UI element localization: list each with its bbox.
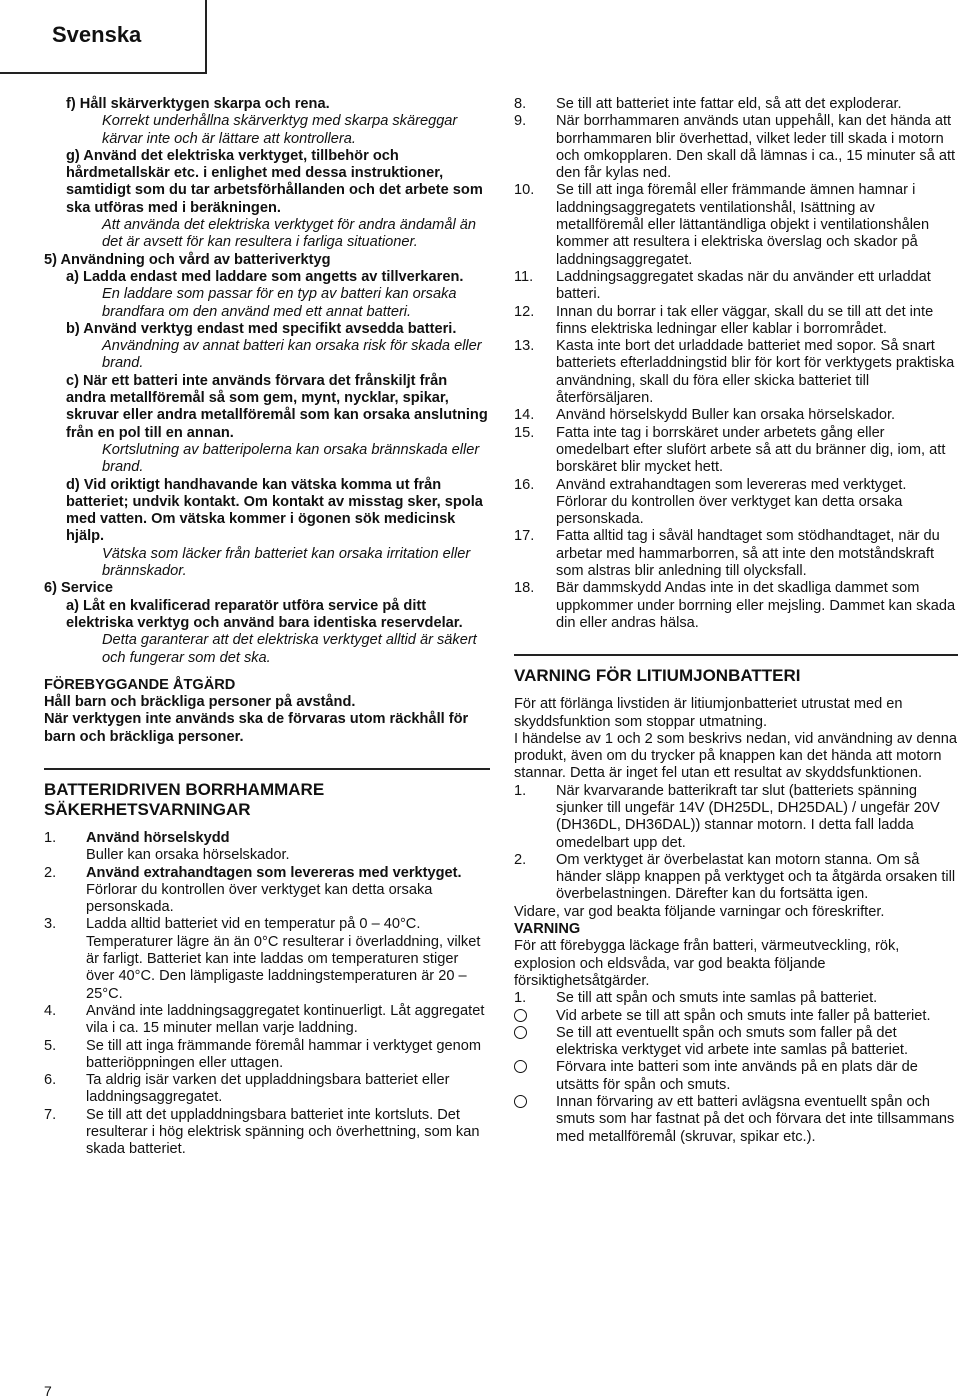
item-text: Se till att spån och smuts inte samlas på batteriet.	[556, 990, 878, 1007]
item-number: 7.	[44, 1106, 57, 1123]
item-text: Kasta inte bort det urladdade batteriet med sopor. Så snart batteriets efterladdningstid blir för kort för verktygets praktiska användning, skall du föra eller skicka batteriet till återförsäljaren.	[556, 338, 955, 407]
item-number: 11.	[514, 268, 534, 285]
item-text: Se till att batteriet inte fattar eld, så att det exploderar.	[556, 96, 902, 112]
language-tab	[0, 0, 207, 74]
right-column	[514, 96, 958, 1146]
prevention-line-2: När verktygen inte används ska de förvaras utom räckhåll för barn och bräckliga personer.	[44, 711, 469, 745]
item-text: Innan du borrar i tak eller väggar, skall du se till att det inte finns elektriska ledningar eller kablar i borrområdet.	[556, 303, 934, 337]
list-item	[44, 830, 490, 865]
item-text: Se till att inga föremål eller främmande ämnen hamnar i laddningsaggregatets ventilationshål, Isättning av metallföremål eller lättantändliga objekt i ventilationshålen kommer att resultera i elektriska överslag och skador på laddningsaggregatet.	[556, 182, 930, 268]
rule-f-text: Korrekt underhållna skärverktyg med skarpa skäreggar kärvar inte och är lättare att kontrollera.	[102, 113, 458, 147]
item-text: Laddningsaggregatet skadas när du använder ett urladdat batteri.	[556, 268, 931, 303]
item-number: 16.	[514, 476, 535, 493]
item-text: Buller kan orsaka hörselskador.	[86, 847, 290, 864]
item-text: Ladda alltid batteriet vid en temperatur på 0 – 40°C. Temperaturer lägre än än 0°C resulterar i överladdning, vilket är farligt. Batteriet kan inte laddas om temperaturen stiger över 40°C. Den lämpligaste laddningstemperaturen är 20 – 25°C.	[86, 916, 481, 1002]
item-text: Använd extrahandtagen som levereras med verktyget. Förlorar du kontrollen över verktyget kan detta orsaka personskada.	[556, 476, 907, 528]
prevention-line-1: Håll barn och bräckliga personer på avstånd.	[44, 694, 356, 711]
prevention-title: FÖREBYGGANDE ÅTGÄRD	[44, 676, 236, 693]
section-title: BATTERIDRIVEN BORRHAMMARE SÄKERHETSVARNINGAR	[44, 768, 490, 820]
rule-5d-heading: d) Vid oriktigt handhavande kan vätska komma ut från batteriet; undvik kontakt. Om kontakt av misstag sker, spola med vatten. Om vätska kommer i ögonen sök medicinsk hjälp.	[66, 476, 483, 545]
list-item	[514, 990, 958, 1007]
bullet-text: Förvara inte batteri som inte används på en plats där de utsätts för spån och smuts.	[556, 1059, 918, 1093]
list-item	[44, 916, 490, 1002]
item-text: Om verktyget är överbelastat kan motorn stanna. Om så händer släpp knappen på verktyget och ta åtgärda orsaken till överbelastningen. Därefter kan du fortsätta igen.	[556, 851, 956, 903]
item-number: 3.	[44, 916, 57, 933]
rule-5a-text: En laddare som passar för en typ av batteri kan orsaka brandfara om den använd med ett annat batteri.	[102, 286, 457, 320]
list-item	[514, 528, 958, 580]
bullet-text: Se till att eventuellt spån och smuts som faller på det elektriska verktyget vid arbete inte samlas på batteriet.	[556, 1024, 909, 1059]
list-item	[514, 477, 958, 529]
warning-intro-1: För att förlänga livstiden är litiumjonbatteriet utrustat med en skyddsfunktion som stoppar utmatning.	[514, 696, 903, 730]
page-number: 7	[44, 1383, 52, 1399]
rule-5d-text: Vätska som läcker från batteriet kan orsaka irritation eller brännskador.	[102, 545, 471, 580]
item-number: 10.	[514, 182, 535, 199]
item-number: 14.	[514, 407, 535, 424]
rule-5b-heading: b) Använd verktyg endast med specifikt avsedda batteri.	[66, 320, 457, 337]
bullet-text: Innan förvaring av ett batteri avlägsna eventuellt spån och smuts som har fastnat på det och förvara det inte tillsammans med metallföremål (skruvar, spikar etc.).	[556, 1094, 955, 1145]
item-text: Fatta inte tag i borrskäret under arbetets gång eller omedelbart efter slufört arbete så att du bränner dig, iom, att borskäret blir mycket hett.	[556, 424, 946, 476]
item-number: 6.	[44, 1072, 57, 1089]
varning-text: För att förebygga läckage från batteri, värmeutveckling, rök, explosion och eldsvåda, var god beakta följande försiktighetsåtgärder.	[514, 938, 900, 989]
item-number: 18.	[514, 580, 535, 597]
circle-bullet-icon	[514, 1060, 527, 1073]
item-number: 8.	[514, 96, 527, 112]
rule-g-text: Att använda det elektriska verktyget för andra ändamål än det är avsett för kan resultera i farliga situationer.	[102, 217, 476, 251]
language-label: Svenska	[52, 22, 142, 47]
list-item	[514, 182, 958, 268]
warning-intro-2: I händelse av 1 och 2 som beskrivs nedan, vid användning av denna produkt, även om du trycker på knappen kan det hända att motorn stannar. Detta är inget fel utan ett resultat av skyddsfunktionen.	[514, 730, 957, 782]
rule-6a-text: Detta garanterar att det elektriska verktyget alltid är säkert och fungerar som det ska.	[102, 632, 477, 666]
rule-f-heading: f) Håll skärverktygen skarpa och rena.	[66, 96, 330, 112]
item-text: Se till att det uppladdningsbara batteriet inte kortsluts. Det resulterar i hög elektrisk spänning och överhettning, som kan skada batteriet.	[86, 1106, 480, 1158]
item-text: Ta aldrig isär varken det uppladdningsbara batteriet eller laddningsaggregatet.	[86, 1072, 450, 1106]
rule-5a-heading: a) Ladda endast med laddare som angetts av tillverkaren.	[66, 268, 464, 285]
follow-text: Vidare, var god beakta följande varningar och föreskrifter.	[514, 903, 885, 920]
item-number: 4.	[44, 1002, 57, 1019]
item-text: Använd hörselskydd Buller kan orsaka hörselskador.	[556, 407, 896, 424]
list-item	[514, 304, 958, 339]
item-text: När borrhammaren används utan uppehåll, kan det hända att borrhammaren blir överhettad, vilket leder till skada i motorn och omkopplaren. Den skall då lämnas i ca., 15 minuter så att den får kylas ned.	[556, 113, 956, 182]
list-item	[44, 1038, 490, 1073]
section-5-heading: 5) Användning och vård av batteriverktyg	[44, 251, 331, 268]
item-number: 1.	[514, 782, 527, 799]
circle-bullet-icon	[514, 1009, 527, 1022]
warning-title: VARNING FÖR LITIUMJONBATTERI	[514, 654, 958, 686]
list-item	[514, 407, 958, 424]
item-number: 1.	[44, 829, 57, 846]
list-item	[44, 865, 490, 917]
item-number: 17.	[514, 528, 535, 545]
item-text: Förlorar du kontrollen över verktyget kan detta orsaka personskada.	[86, 881, 433, 916]
section-6-heading: 6) Service	[44, 580, 113, 597]
item-number: 12.	[514, 303, 535, 320]
list-item	[514, 113, 958, 182]
bullet-item	[514, 1059, 958, 1094]
list-item	[514, 580, 958, 632]
safety-list-continued	[514, 96, 958, 632]
bullet-item	[514, 1008, 958, 1025]
item-number: 9.	[514, 113, 527, 130]
list-item	[514, 338, 958, 407]
bullet-list	[514, 1008, 958, 1146]
item-number: 2.	[44, 864, 57, 881]
item-number: 2.	[514, 851, 527, 868]
item-text: Bär dammskydd Andas inte in det skadliga dammet som uppkommer under borrning eller mejsling. Dammet kan skada din eller andras hälsa.	[556, 580, 956, 631]
rule-6a-heading: a) Låt en kvalificerad reparatör utföra service på ditt elektriska verktyg och använd bara identiska reservdelar.	[66, 597, 463, 631]
list-item	[44, 1107, 490, 1159]
circle-bullet-icon	[514, 1026, 527, 1039]
list-item	[514, 852, 958, 904]
circle-bullet-icon	[514, 1095, 527, 1108]
item-number: 13.	[514, 338, 535, 355]
list-item	[514, 783, 958, 852]
rule-5c-heading: c) När ett batteri inte används förvara det frånskiljt från andra metallföremål så som gem, mynt, nycklar, spikar, skruvar eller andra metallföremål som kan orsaka anslutning från en pol till en annan.	[66, 372, 488, 441]
list-item	[44, 1072, 490, 1107]
item-heading: Använd extrahandtagen som levereras med verktyget.	[86, 864, 462, 881]
rule-5c-text: Kortslutning av batteripolerna kan orsaka brännskada eller brand.	[102, 441, 480, 476]
item-number: 1.	[514, 990, 527, 1007]
safety-list	[44, 830, 490, 1159]
left-column	[44, 96, 490, 1159]
bullet-item	[514, 1094, 958, 1146]
varning-heading: VARNING	[514, 921, 581, 938]
bullet-text: Vid arbete se till att spån och smuts inte faller på batteriet.	[556, 1007, 931, 1024]
rule-g-heading: g) Använd det elektriska verktyget, tillbehör och hårdmetallskär etc. i enlighet med dessa instruktioner, samtidigt som du tar arbetsförhållanden och det arbete som ska utföras med i beräkningen.	[66, 147, 483, 216]
rule-5b-text: Användning av annat batteri kan orsaka risk för skada eller brand.	[102, 338, 482, 372]
bullet-item	[514, 1025, 958, 1060]
item-text: Fatta alltid tag i såväl handtaget som stödhandtaget, när du arbetar med hammarborren, så att inte den motståndskraft som alstras blir anledning till olycksfall.	[556, 528, 940, 580]
item-heading: Använd hörselskydd	[86, 829, 230, 846]
list-item	[514, 269, 958, 304]
item-number: 5.	[44, 1037, 57, 1054]
list-item	[44, 1003, 490, 1038]
item-text: Använd inte laddningsaggregatet kontinuerligt. Låt aggregatet vila i ca. 15 minuter mellan varje laddning.	[86, 1002, 485, 1037]
item-text: När kvarvarande batterikraft tar slut (batteriets spänning sjunker till ungefär 14V (DH25DL, DH25DAL) / ungefär 20V (DH36DL, DH36DAL)) stannar motorn. I detta fall ladda omedelbart upp det.	[556, 782, 940, 851]
list-item	[514, 425, 958, 477]
item-number: 15.	[514, 424, 535, 441]
list-item	[514, 96, 958, 113]
item-text: Se till att inga främmande föremål hammar i verktyget genom batteriöppningen eller uttagen.	[86, 1037, 482, 1071]
